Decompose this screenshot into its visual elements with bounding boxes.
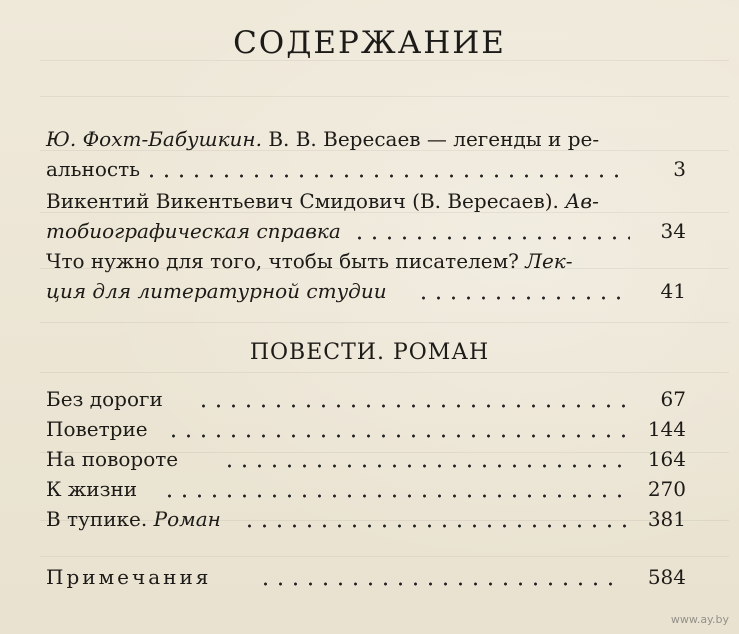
- page-number: 164: [647, 447, 686, 471]
- entry-text: К жизни: [46, 477, 138, 501]
- dot-leader: [222, 464, 626, 468]
- dot-leader: [166, 434, 626, 438]
- entry-text: В. В. Вересаев — легенды и ре-: [261, 127, 600, 151]
- entry-text: Поветрие: [46, 417, 148, 441]
- entry-text: В тупике.: [46, 507, 154, 531]
- page-number: 144: [647, 417, 686, 441]
- page-number: 381: [647, 507, 686, 531]
- watermark: www.ay.by: [670, 613, 729, 626]
- page-number: 41: [660, 279, 686, 303]
- front-matter-entry-line: [46, 276, 686, 306]
- work-entry: [46, 414, 686, 444]
- notes-page-number: 584: [647, 565, 686, 589]
- page-number: 270: [647, 477, 686, 501]
- notes-entry: [46, 562, 686, 592]
- front-matter-entry-line: [46, 186, 686, 216]
- dot-leader: [242, 524, 626, 528]
- entry-text: тобиографическая справка: [46, 219, 341, 243]
- front-matter-entry-line: [46, 154, 686, 184]
- entry-text: Викентий Викентьевич Смидович (В. Вересаев).: [46, 189, 566, 213]
- dot-leader: [144, 174, 630, 178]
- entry-text: альность: [46, 157, 141, 181]
- dot-leader: [258, 582, 618, 586]
- dot-leader: [196, 404, 626, 408]
- work-entry: [46, 384, 686, 414]
- work-entry: [46, 444, 686, 474]
- front-matter-entry-line: [46, 216, 686, 246]
- page-number: 67: [660, 387, 686, 411]
- work-entry: [46, 504, 686, 534]
- entry-text: Без дороги: [46, 387, 163, 411]
- entry-text: На повороте: [46, 447, 179, 471]
- work-entry: [46, 474, 686, 504]
- entry-text: Что нужно для того, чтобы быть писателем?: [46, 249, 526, 273]
- dot-leader: [162, 494, 626, 498]
- page-number: 3: [673, 157, 686, 181]
- notes-label: Примечания: [46, 565, 212, 589]
- dot-leader: [352, 236, 630, 240]
- entry-text: Лек-: [525, 249, 573, 273]
- entry-text: ция для литературной студии: [46, 279, 387, 303]
- entry-text: Ю. Фохт-Бабушкин.: [46, 127, 262, 151]
- section-title: ПОВЕСТИ. РОМАН: [249, 340, 490, 365]
- front-matter-entry-line: [46, 246, 686, 276]
- front-matter-entry-line: [46, 124, 686, 154]
- entry-text: Роман: [153, 507, 221, 531]
- contents-title: СОДЕРЖАНИЕ: [233, 25, 506, 61]
- dot-leader: [416, 296, 630, 300]
- entry-text: Ав-: [565, 189, 599, 213]
- page-number: 34: [660, 219, 686, 243]
